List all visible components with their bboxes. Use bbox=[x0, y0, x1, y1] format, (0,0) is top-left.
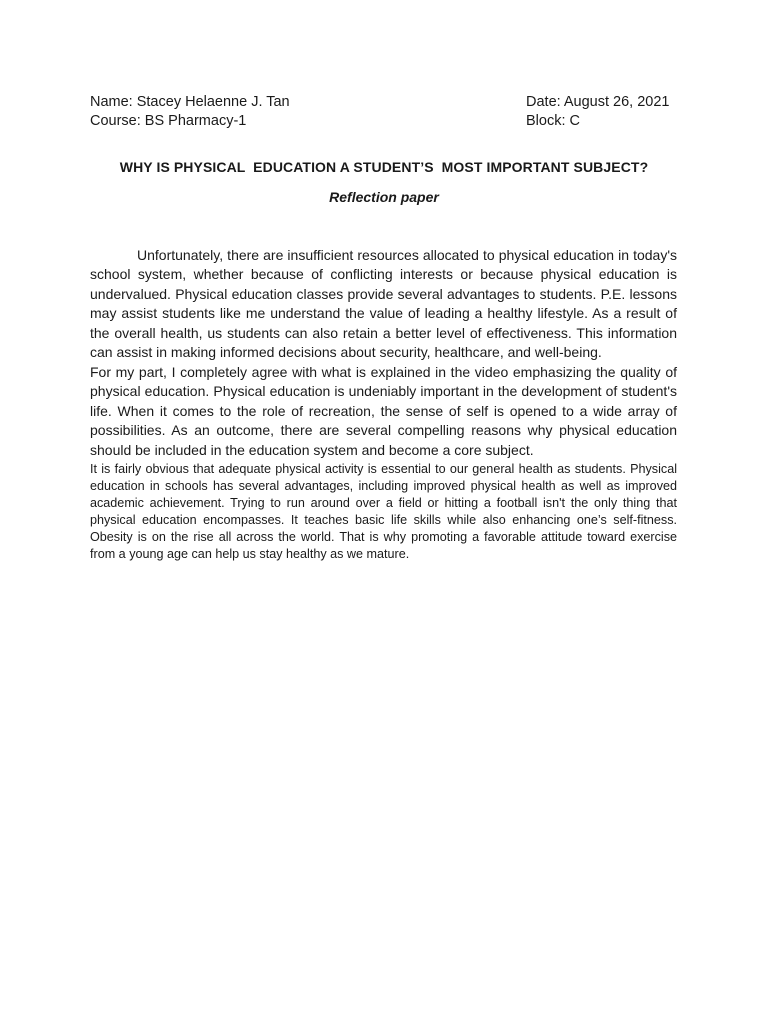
submission-date: Date: August 26, 2021 bbox=[526, 94, 670, 110]
document-subtitle: Reflection paper bbox=[329, 189, 439, 205]
header-row-course-block bbox=[90, 111, 676, 131]
document-title: WHY IS PHYSICAL EDUCATION A STUDENT’S MOST IMPORTANT SUBJECT? bbox=[119, 159, 649, 175]
paragraph-3: It is fairly obvious that adequate physical activity is essential to our general health as students. Physical education in schools has several advantages, including improved physical health as well as improved academic achievement. Trying to run around over a field or hitting a football isn't the only thing that physical education encompasses. It teaches basic life skills while also enhancing one’s self-fitness. Obesity is on the rise all across the world. That is why promoting a favorable attitude toward exercise from a young age can help us stay healthy as we mature. bbox=[90, 462, 677, 561]
paragraph-2: For my part, I completely agree with what is explained in the video emphasizing the quality of physical education. Physical education is undeniably important in the development of student's life. When it comes to the role of recreation, the sense of self is opened to a wide array of possibilities. As an outcome, there are several compelling reasons why physical education should be included in the education system and become a core subject. bbox=[90, 364, 677, 458]
header-row-name-date bbox=[90, 92, 676, 112]
block: Block: C bbox=[526, 113, 580, 129]
paragraph-1: Unfortunately, there are insufficient resources allocated to physical education in today's school system, whether because of conflicting interests or because physical education is undervalued. Physical education classes provide several advantages to students. P.E. lessons may assist students like me understand the value of leading a healthy lifestyle. As a result of the overall health, us students can also retain a better level of effectiveness. This information can assist in making informed decisions about security, healthcare, and well-being. bbox=[90, 247, 677, 361]
student-name: Name: Stacey Helaenne J. Tan bbox=[90, 94, 290, 110]
course: Course: BS Pharmacy-1 bbox=[90, 113, 247, 129]
